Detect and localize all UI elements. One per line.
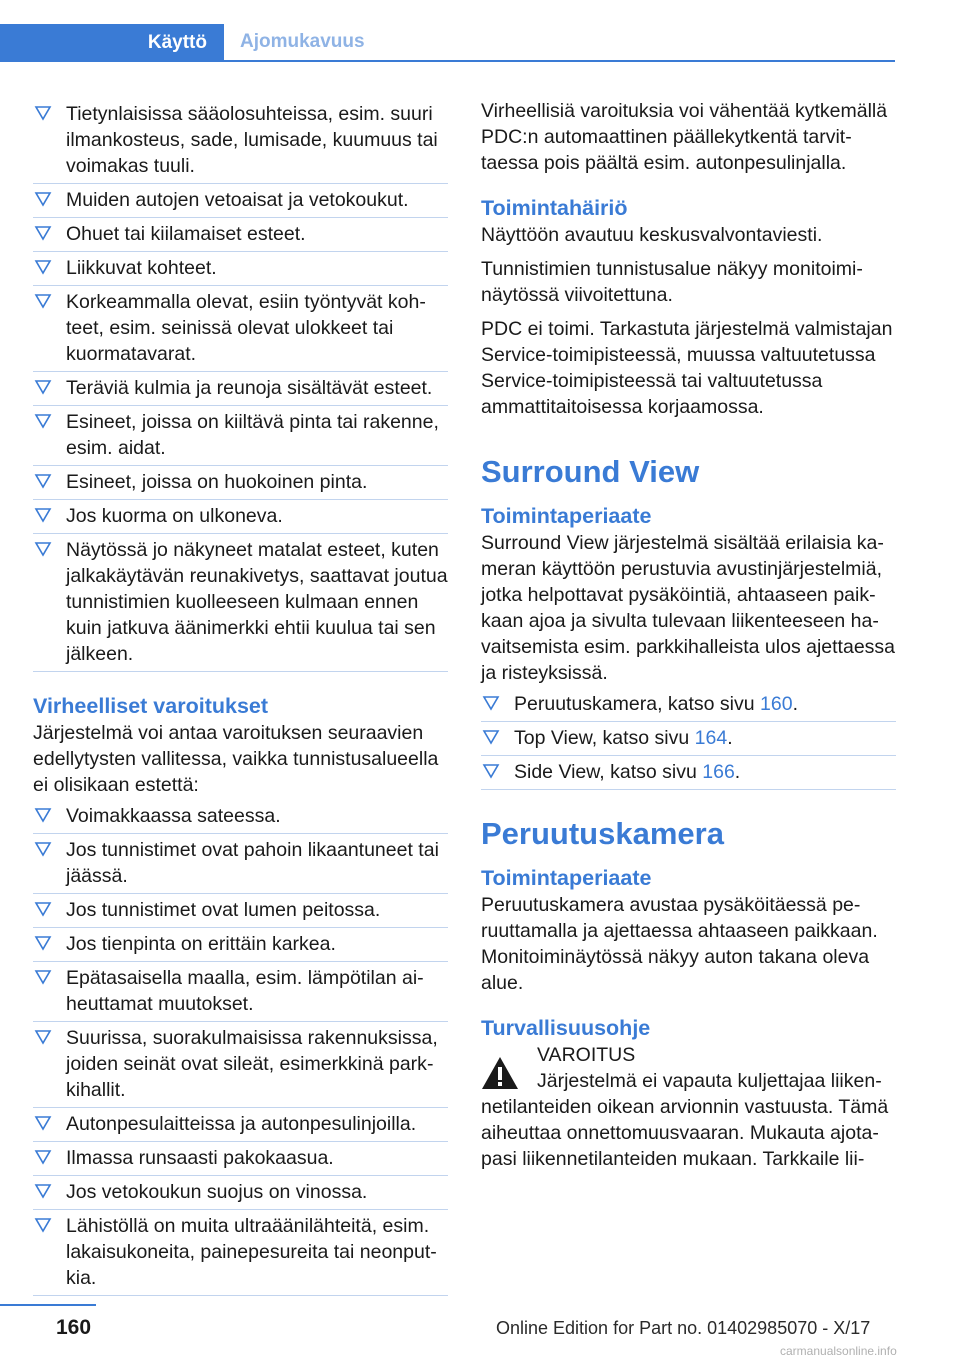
list-item-text: Jos kuorma on ulkoneva.	[66, 505, 283, 527]
bullet-triangle-icon	[481, 761, 501, 781]
header-bar	[0, 24, 895, 62]
list-item-text: Ohuet tai kiilamaiset esteet.	[66, 223, 306, 245]
list-item	[33, 372, 448, 406]
surround-links-list	[481, 688, 896, 790]
list-item-text: Jos tunnistimet ovat pahoin likaantuneet tai jäässä.	[66, 839, 439, 887]
bullet-triangle-icon	[33, 1113, 53, 1133]
list-item	[33, 1108, 448, 1142]
bullet-triangle-icon	[33, 1027, 53, 1047]
surround-principle-text: Surround View järjestelmä sisältää erilaisia kameran käyttöön perustuvia avustinjärjestelmiä, jotka helpottavat pysäköintiä, ahtaaseen paikkaan ajoa ja sivulta tulevaan liikenteeseen havaitsemista esim. parkkihalleista ulos ajettaessa ja risteyksissä.	[481, 532, 896, 684]
limitations-list	[33, 98, 448, 672]
bullet-triangle-icon	[33, 411, 53, 431]
bullet-triangle-icon	[33, 505, 53, 525]
surround-principle-heading: Toimintaperiaate	[481, 504, 652, 528]
list-item	[33, 98, 448, 184]
page-link[interactable]: 166	[702, 761, 735, 783]
list-item-text: Side View, katso sivu	[514, 761, 703, 783]
bullet-triangle-icon	[33, 377, 53, 397]
page-number: 160	[56, 1316, 92, 1339]
list-item-text: Voimakkaassa sateessa.	[66, 805, 281, 827]
list-item-text: Korkeammalla olevat, esiin työntyvät kohteet, esim. seinissä olevat ulokkeet tai kuormatavarat.	[66, 291, 426, 365]
false-warnings-list	[33, 800, 448, 1296]
rear-principle-heading: Toimintaperiaate	[481, 866, 652, 890]
rear-camera-heading: Peruutuskamera	[481, 816, 724, 851]
malfunction-p3: PDC ei toimi. Tarkastuta järjestelmä valmistajan Service-toimipisteessä, muussa valtuutetussa Service-toimipisteessä tai valtuutetussa ammattitaitoisessa korjaamossa.	[481, 318, 893, 418]
bullet-triangle-icon	[33, 223, 53, 243]
bullet-triangle-icon	[33, 103, 53, 123]
bullet-triangle-icon	[481, 727, 501, 747]
list-item-text: Jos tunnistimet ovat lumen peitossa.	[66, 899, 381, 921]
list-item-text: Epätasaisella maalla, esim. lämpötilan aiheuttamat muutokset.	[66, 967, 424, 1015]
list-item	[33, 962, 448, 1022]
list-item	[33, 800, 448, 834]
list-item-text: Liikkuvat kohteet.	[66, 257, 217, 279]
list-item	[33, 1022, 448, 1108]
false-warnings-heading: Virheelliset varoitukset	[33, 694, 269, 718]
left-column	[33, 98, 448, 1296]
malfunction-heading: Toimintahäiriö	[481, 196, 628, 220]
bullet-triangle-icon	[33, 189, 53, 209]
footer-watermark: carmanualsonline.info	[780, 1344, 897, 1358]
bullet-triangle-icon	[481, 693, 501, 713]
list-item: Peruutuskamera, katso sivu 160.	[481, 688, 896, 722]
bullet-triangle-icon	[33, 805, 53, 825]
list-item-text: Top View, katso sivu	[514, 727, 695, 749]
list-item-text: Muiden autojen vetoaisat ja vetokoukut.	[66, 189, 409, 211]
bullet-triangle-icon	[33, 539, 53, 559]
bullet-triangle-icon	[33, 1215, 53, 1235]
bullet-triangle-icon	[33, 899, 53, 919]
list-item-text: Näytössä jo näkyneet matalat esteet, kuten jalkakäytävän reunakivetys, saattavat joutua tunnistimien kuolleeseen kulmaan ennen kuin jatkuva äänimerkki ehtii kuulua tai sen jälkeen.	[66, 539, 448, 665]
list-item	[33, 466, 448, 500]
list-item	[33, 1210, 448, 1296]
list-item	[33, 286, 448, 372]
list-item	[33, 252, 448, 286]
list-item-text: Ilmassa runsaasti pakokaasua.	[66, 1147, 334, 1169]
list-item-text: Suurissa, suorakulmaisissa rakennuksissa, joiden seinät ovat sileät, esimerkkinä parkkihallit.	[66, 1027, 438, 1101]
intro-paragraph: Virheellisiä varoituksia voi vähentää kytkemällä PDC:n automaattinen päällekytkentä tarvittaessa pois päältä esim. autonpesulinjalla.	[481, 100, 888, 174]
page-link[interactable]: 164	[694, 727, 728, 749]
bullet-triangle-icon	[33, 1181, 53, 1201]
page-link[interactable]: 160	[760, 693, 793, 715]
list-item-text: Esineet, joissa on huokoinen pinta.	[66, 471, 368, 493]
surround-view-heading: Surround View	[481, 454, 700, 489]
warning-label: VAROITUS	[537, 1044, 636, 1066]
footer-edition: Online Edition for Part no. 01402985070 - X/17	[496, 1318, 871, 1338]
list-item	[33, 500, 448, 534]
safety-heading: Turvallisuusohje	[481, 1016, 651, 1040]
list-item-text: Esineet, joissa on kiiltävä pinta tai rakenne, esim. aidat.	[66, 411, 439, 459]
bullet-triangle-icon	[33, 471, 53, 491]
tab-ajomukavuus[interactable]: Ajomukavuus	[240, 31, 365, 52]
bullet-triangle-icon	[33, 257, 53, 277]
list-item-text: Tietynlaisissa sääolosuhteissa, esim. suuri ilmankosteus, sade, lumisade, kuumuus tai voimakas tuuli.	[66, 103, 438, 177]
list-item	[33, 534, 448, 672]
list-item	[33, 834, 448, 894]
list-item	[33, 928, 448, 962]
bullet-triangle-icon	[33, 839, 53, 859]
bullet-triangle-icon	[33, 1147, 53, 1167]
list-item-text: Autonpesulaitteissa ja autonpesulinjoilla.	[66, 1113, 417, 1135]
bullet-triangle-icon	[33, 967, 53, 987]
list-item-text: Teräviä kulmia ja reunoja sisältävät esteet.	[66, 377, 433, 399]
tab-kaytto[interactable]: Käyttö	[0, 24, 224, 62]
list-item-text: Lähistöllä on muita ultraäänilähteitä, esim. lakaisukoneita, painepesureita tai neonputkia.	[66, 1215, 437, 1289]
warning-text: Järjestelmä ei vapauta kuljettajaa liikennetilanteiden oikean arvionnin vastuusta. Tämä aiheuttaa onnettomuusvaaran. Mukauta ajotapasi liikennetilanteiden mukaan. Tarkkaile lii-	[481, 1070, 889, 1170]
warning-block	[481, 1042, 896, 1172]
false-warnings-text: Järjestelmä voi antaa varoituksen seuraavien edellytysten vallitessa, vaikka tunnistusalueella ei olisikaan estettä:	[33, 722, 439, 796]
rear-principle-text: Peruutuskamera avustaa pysäköitäessä peruuttamalla ja ajettaessa ahtaaseen paikkaan. Monitoiminäytössä näkyy auton takana oleva alue.	[481, 894, 878, 994]
right-column	[481, 98, 896, 1172]
list-item	[33, 894, 448, 928]
warning-triangle-icon	[481, 1056, 519, 1090]
list-item	[33, 218, 448, 252]
list-item: Top View, katso sivu 164.	[481, 722, 896, 756]
list-item	[33, 1142, 448, 1176]
list-item-text: Peruutuskamera, katso sivu	[514, 693, 761, 715]
bullet-triangle-icon	[33, 291, 53, 311]
page-number-rule	[0, 1304, 96, 1306]
list-item-text: Jos vetokoukun suojus on vinossa.	[66, 1181, 368, 1203]
bullet-triangle-icon	[33, 933, 53, 953]
list-item	[33, 406, 448, 466]
malfunction-p2: Tunnistimien tunnistusalue näkyy monitoiminäytössä viivoitettuna.	[481, 258, 863, 306]
malfunction-p1: Näyttöön avautuu keskusvalvontaviesti.	[481, 224, 823, 246]
list-item	[33, 184, 448, 218]
list-item	[33, 1176, 448, 1210]
list-item-text: Jos tienpinta on erittäin karkea.	[66, 933, 336, 955]
list-item: Side View, katso sivu 166.	[481, 756, 896, 790]
